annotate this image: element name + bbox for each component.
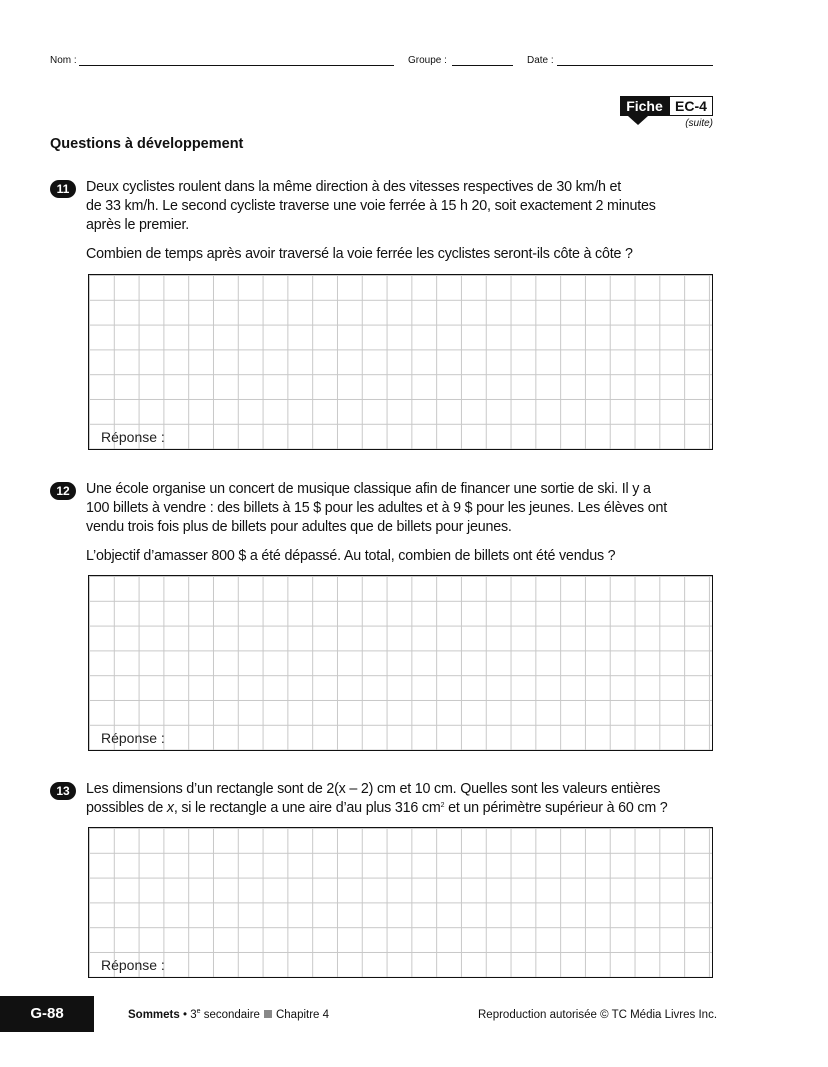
- question-13-line-2a: possibles de: [86, 800, 167, 816]
- footer-book-info: [128, 1009, 329, 1021]
- nom-field[interactable]: [79, 65, 394, 66]
- answer-label-12: Réponse :: [101, 730, 165, 746]
- page-number: G-88: [0, 996, 94, 1032]
- groupe-label: Groupe :: [408, 55, 447, 66]
- question-13-line-1: Les dimensions d’un rectangle sont de 2(x – 2) cm et 10 cm. Quelles sont les valeurs entières: [86, 781, 661, 797]
- question-12-line-1: Une école organise un concert de musique classique afin de financer une sortie de ski. Il y a: [86, 481, 651, 497]
- fiche-code: EC-4: [669, 96, 713, 116]
- question-11-line-3: après le premier.: [86, 217, 190, 233]
- question-11-line-2: de 33 km/h. Le second cycliste traverse une voie ferrée à 15 h 20, soit exactement 2 minutes: [86, 198, 656, 214]
- question-13-variable: x: [166, 800, 174, 816]
- question-12-line-2: 100 billets à vendre : des billets à 15 $ pour les adultes et à 9 $ pour les jeunes. Les élèves ont: [86, 500, 668, 516]
- fiche-label: Fiche: [620, 96, 669, 116]
- question-number-12: 12: [50, 482, 76, 500]
- footer-grade-post: secondaire: [200, 1009, 260, 1021]
- question-13-line-2: [86, 799, 706, 818]
- section-title: Questions à développement: [50, 136, 244, 152]
- question-11-text: [86, 178, 706, 264]
- footer-book-title: Sommets: [128, 1009, 180, 1021]
- question-13-text: [86, 780, 706, 818]
- footer-copyright: Reproduction autorisée © TC Média Livres Inc.: [478, 1009, 718, 1021]
- nom-label: Nom :: [50, 55, 77, 66]
- question-12-line-3: vendu trois fois plus de billets pour adultes que de billets pour jeunes.: [86, 519, 512, 535]
- question-number-13: 13: [50, 782, 76, 800]
- answer-grid-13[interactable]: [88, 827, 713, 978]
- square-bullet-icon: [264, 1010, 272, 1018]
- question-11-line-1: Deux cyclistes roulent dans la même direction à des vitesses respectives de 30 km/h et: [86, 179, 622, 195]
- date-label: Date :: [527, 55, 554, 66]
- groupe-field[interactable]: [452, 65, 513, 66]
- question-12-text: [86, 480, 706, 566]
- question-13-line-2b: , si le rectangle a une aire d’au plus 316 cm: [173, 800, 441, 816]
- fiche-pointer-icon: [628, 116, 648, 125]
- fiche-suite: (suite): [685, 118, 713, 129]
- answer-label-11: Réponse :: [101, 429, 165, 445]
- question-number-11: 11: [50, 180, 76, 198]
- question-13-exponent: 2: [440, 802, 445, 809]
- question-12-prompt: L’objectif d’amasser 800 $ a été dépassé. Au total, combien de billets ont été vendus ?: [86, 548, 616, 564]
- answer-grid-11[interactable]: [88, 274, 713, 450]
- answer-grid-12[interactable]: [88, 575, 713, 751]
- footer-grade-pre: • 3: [179, 1009, 197, 1021]
- date-field[interactable]: [557, 65, 713, 66]
- question-11-prompt: Combien de temps après avoir traversé la voie ferrée les cyclistes seront-ils côte à côte ?: [86, 246, 633, 262]
- footer-grade-sup: e: [196, 1008, 201, 1015]
- question-13-line-2c: et un périmètre supérieur à 60 cm ?: [444, 800, 668, 816]
- fiche-badge: [620, 96, 713, 116]
- answer-label-13: Réponse :: [101, 957, 165, 973]
- footer-chapter: Chapitre 4: [275, 1009, 330, 1021]
